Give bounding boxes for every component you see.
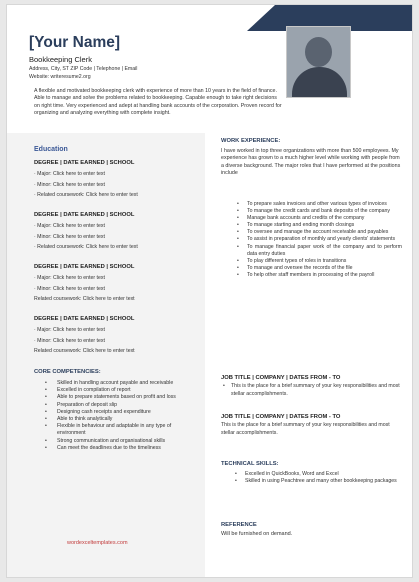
list-item[interactable]: • To help other staff members in processing of the payroll bbox=[237, 272, 402, 279]
list-item[interactable]: • Able to think analytically bbox=[45, 416, 201, 423]
job-entry-title[interactable]: JOB TITLE | COMPANY | DATES FROM - TO bbox=[221, 414, 341, 420]
work-experience-title: WORK EXPERIENCE: bbox=[221, 138, 281, 144]
list-item[interactable]: • To manage financial paper work of the company and to perform data entry duties bbox=[237, 244, 402, 258]
duties-list bbox=[237, 201, 402, 279]
avatar-body-icon bbox=[292, 67, 347, 98]
column-divider bbox=[215, 133, 218, 578]
list-item[interactable]: • Preparation of deposit slip bbox=[45, 402, 201, 409]
education-line[interactable]: · Major: Click here to enter text bbox=[34, 275, 105, 281]
education-block bbox=[34, 316, 199, 357]
education-line[interactable]: · Major: Click here to enter text bbox=[34, 327, 105, 333]
list-item[interactable]: • Able to prepare statements based on profit and loss bbox=[45, 394, 201, 401]
footer-link[interactable]: wordexceltemplates.com bbox=[67, 540, 128, 546]
education-block bbox=[34, 264, 199, 305]
list-item[interactable]: • To manage the credit cards and bank deposits of the company bbox=[237, 208, 402, 215]
list-item[interactable]: • To play different types of roles in transitions bbox=[237, 258, 402, 265]
profile-photo[interactable] bbox=[286, 26, 351, 98]
list-item[interactable]: • To oversee and manage the account receivable and payables bbox=[237, 229, 402, 236]
list-item[interactable]: • To prepare sales invoices and other various types of invoices bbox=[237, 201, 402, 208]
list-item[interactable]: • To manage and oversee the records of the file bbox=[237, 265, 402, 272]
job-entry bbox=[221, 375, 401, 398]
education-line[interactable]: · Related coursework: Click here to enter text bbox=[34, 244, 138, 250]
list-item[interactable]: • Excelled in compilation of report bbox=[45, 387, 201, 394]
education-title: Education bbox=[34, 146, 68, 153]
job-entry-description[interactable]: • This is the place for a brief summary of your key responsibilities and most stellar accomplishments. bbox=[221, 383, 401, 398]
work-intro[interactable]: I have worked in top three organizations with more than 500 employees. My experience has grown to a much higher level while working with people from a diverse background. The major roles that I have performed at the positions include bbox=[221, 148, 401, 177]
education-degree-heading[interactable]: DEGREE | DATE EARNED | SCHOOL bbox=[34, 160, 135, 166]
list-item[interactable]: • Designing cash receipts and expenditure bbox=[45, 409, 201, 416]
profile-summary[interactable]: A flexible and motivated bookkeeping clerk with experience of more than 10 years in the field of finance. Able to manage and solve the problems related to bookkeeping. Capable enough to take right decisions on right time. Very experienced and adept at handling bank accounts of the corporation. Proven record for organizing and analyzing everything with complete insight. bbox=[34, 88, 282, 117]
list-item[interactable]: • Can meet the deadlines due to the timeliness bbox=[45, 445, 201, 452]
education-degree-heading[interactable]: DEGREE | DATE EARNED | SCHOOL bbox=[34, 264, 135, 270]
list-item[interactable]: • Manage bank accounts and credits of the company bbox=[237, 215, 402, 222]
technical-skills-list bbox=[235, 471, 403, 485]
resume-page bbox=[6, 4, 413, 578]
education-line[interactable]: · Minor: Click here to enter text bbox=[34, 181, 105, 188]
list-item[interactable]: • Excelled in QuickBooks, Word and Excel bbox=[235, 471, 403, 478]
list-item[interactable]: • Skilled in using Peachtree and many other bookkeeping packages bbox=[235, 478, 403, 485]
job-entry-title[interactable]: JOB TITLE | COMPANY | DATES FROM - TO bbox=[221, 375, 341, 381]
core-competencies-list bbox=[45, 380, 201, 452]
job-title[interactable]: Bookkeeping Clerk bbox=[29, 55, 92, 64]
job-entry-description[interactable]: This is the place for a brief summary of your key responsibilities and most stellar accomplishments. bbox=[221, 422, 390, 436]
reference-text[interactable]: Will be furnished on demand. bbox=[221, 531, 293, 537]
website[interactable]: Website: writeresume2.org bbox=[29, 74, 91, 80]
education-line[interactable]: · Minor: Click here to enter text bbox=[34, 285, 105, 292]
education-degree-heading[interactable]: DEGREE | DATE EARNED | SCHOOL bbox=[34, 316, 135, 322]
education-line[interactable]: Related coursework: Click here to enter text bbox=[34, 296, 135, 302]
list-item[interactable]: • Flexible in behaviour and adaptable in any type of environment bbox=[45, 423, 201, 437]
list-item[interactable]: • To assist in preparation of monthly and yearly clients' statements bbox=[237, 236, 402, 243]
education-line[interactable]: · Major: Click here to enter text bbox=[34, 223, 105, 229]
education-line[interactable]: · Related coursework: Click here to enter text bbox=[34, 192, 138, 198]
avatar-head-icon bbox=[305, 37, 332, 67]
candidate-name[interactable]: [Your Name] bbox=[29, 34, 121, 51]
core-competencies-title: CORE COMPETENCIES: bbox=[34, 369, 101, 375]
list-item[interactable]: • Strong communication and organisational skills bbox=[45, 438, 201, 445]
education-block bbox=[34, 212, 199, 253]
job-entry bbox=[221, 414, 401, 437]
education-line[interactable]: · Minor: Click here to enter text bbox=[34, 337, 105, 344]
list-item[interactable]: • To manage starting and ending month closings bbox=[237, 222, 402, 229]
list-item[interactable]: • Skilled in handling account payable and receivable bbox=[45, 380, 201, 387]
education-block bbox=[34, 160, 199, 201]
education-line[interactable]: · Major: Click here to enter text bbox=[34, 171, 105, 177]
education-line[interactable]: · Minor: Click here to enter text bbox=[34, 233, 105, 240]
education-line[interactable]: Related coursework: Click here to enter text bbox=[34, 348, 135, 354]
reference-title: REFERENCE bbox=[221, 522, 257, 528]
contact-info[interactable]: Address, City, ST ZIP Code | Telephone | Email bbox=[29, 66, 138, 72]
education-degree-heading[interactable]: DEGREE | DATE EARNED | SCHOOL bbox=[34, 212, 135, 218]
technical-skills-title: TECHNICAL SKILLS: bbox=[221, 461, 279, 467]
